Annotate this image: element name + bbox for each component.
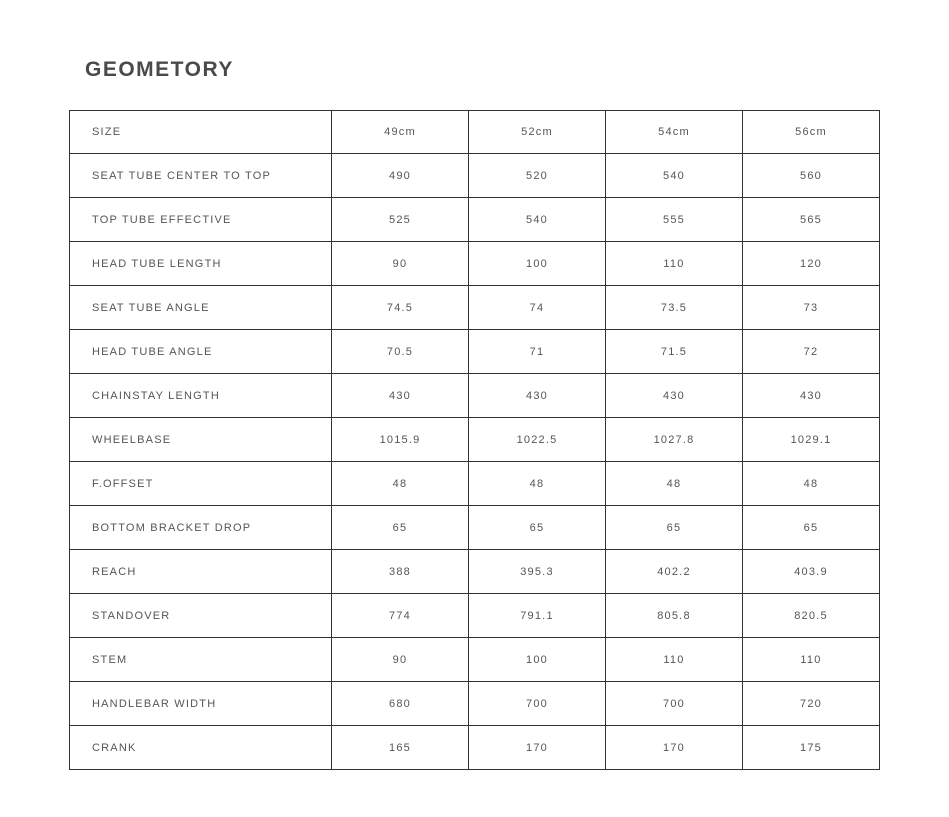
cell-value: 170 [469, 726, 606, 770]
row-label: SEAT TUBE ANGLE [70, 286, 332, 330]
cell-value: 72 [743, 330, 880, 374]
table-row [70, 198, 880, 242]
cell-value: 110 [606, 242, 743, 286]
table-row [70, 418, 880, 462]
cell-value: 1027.8 [606, 418, 743, 462]
row-label: F.OFFSET [70, 462, 332, 506]
cell-value: 100 [469, 638, 606, 682]
cell-value: 170 [606, 726, 743, 770]
row-label: STANDOVER [70, 594, 332, 638]
table-row [70, 594, 880, 638]
cell-value: 820.5 [743, 594, 880, 638]
cell-value: 388 [332, 550, 469, 594]
cell-value: 74 [469, 286, 606, 330]
table-row [70, 154, 880, 198]
header-size-56cm: 56cm [743, 111, 880, 154]
cell-value: 71 [469, 330, 606, 374]
header-size-49cm: 49cm [332, 111, 469, 154]
row-label: CRANK [70, 726, 332, 770]
table-row [70, 330, 880, 374]
table-row [70, 726, 880, 770]
row-label: SEAT TUBE CENTER TO TOP [70, 154, 332, 198]
table-header-row [70, 111, 880, 154]
table-row [70, 286, 880, 330]
cell-value: 71.5 [606, 330, 743, 374]
cell-value: 1015.9 [332, 418, 469, 462]
cell-value: 560 [743, 154, 880, 198]
cell-value: 175 [743, 726, 880, 770]
cell-value: 555 [606, 198, 743, 242]
table-row [70, 638, 880, 682]
cell-value: 540 [606, 154, 743, 198]
cell-value: 100 [469, 242, 606, 286]
cell-value: 90 [332, 638, 469, 682]
header-size-54cm: 54cm [606, 111, 743, 154]
cell-value: 48 [743, 462, 880, 506]
cell-value: 1022.5 [469, 418, 606, 462]
cell-value: 430 [743, 374, 880, 418]
row-label: TOP TUBE EFFECTIVE [70, 198, 332, 242]
cell-value: 65 [606, 506, 743, 550]
cell-value: 90 [332, 242, 469, 286]
cell-value: 680 [332, 682, 469, 726]
row-label: WHEELBASE [70, 418, 332, 462]
row-label: BOTTOM BRACKET DROP [70, 506, 332, 550]
cell-value: 70.5 [332, 330, 469, 374]
cell-value: 540 [469, 198, 606, 242]
table-row [70, 242, 880, 286]
cell-value: 65 [332, 506, 469, 550]
cell-value: 48 [469, 462, 606, 506]
cell-value: 490 [332, 154, 469, 198]
page-title: GEOMETORY [85, 58, 234, 81]
cell-value: 48 [606, 462, 743, 506]
cell-value: 720 [743, 682, 880, 726]
cell-value: 700 [606, 682, 743, 726]
cell-value: 525 [332, 198, 469, 242]
cell-value: 65 [469, 506, 606, 550]
cell-value: 110 [743, 638, 880, 682]
header-size-52cm: 52cm [469, 111, 606, 154]
row-label: REACH [70, 550, 332, 594]
cell-value: 1029.1 [743, 418, 880, 462]
cell-value: 805.8 [606, 594, 743, 638]
cell-value: 73 [743, 286, 880, 330]
cell-value: 48 [332, 462, 469, 506]
table-row [70, 550, 880, 594]
header-size-label: SIZE [70, 111, 332, 154]
cell-value: 791.1 [469, 594, 606, 638]
cell-value: 700 [469, 682, 606, 726]
cell-value: 395.3 [469, 550, 606, 594]
table-row [70, 374, 880, 418]
cell-value: 165 [332, 726, 469, 770]
cell-value: 403.9 [743, 550, 880, 594]
table-row [70, 462, 880, 506]
cell-value: 402.2 [606, 550, 743, 594]
row-label: HEAD TUBE LENGTH [70, 242, 332, 286]
cell-value: 774 [332, 594, 469, 638]
row-label: HEAD TUBE ANGLE [70, 330, 332, 374]
row-label: STEM [70, 638, 332, 682]
cell-value: 565 [743, 198, 880, 242]
cell-value: 430 [606, 374, 743, 418]
cell-value: 73.5 [606, 286, 743, 330]
cell-value: 110 [606, 638, 743, 682]
cell-value: 74.5 [332, 286, 469, 330]
cell-value: 430 [332, 374, 469, 418]
geometry-table [69, 110, 880, 770]
cell-value: 520 [469, 154, 606, 198]
table-row [70, 682, 880, 726]
cell-value: 65 [743, 506, 880, 550]
row-label: HANDLEBAR WIDTH [70, 682, 332, 726]
table-row [70, 506, 880, 550]
cell-value: 120 [743, 242, 880, 286]
row-label: CHAINSTAY LENGTH [70, 374, 332, 418]
cell-value: 430 [469, 374, 606, 418]
